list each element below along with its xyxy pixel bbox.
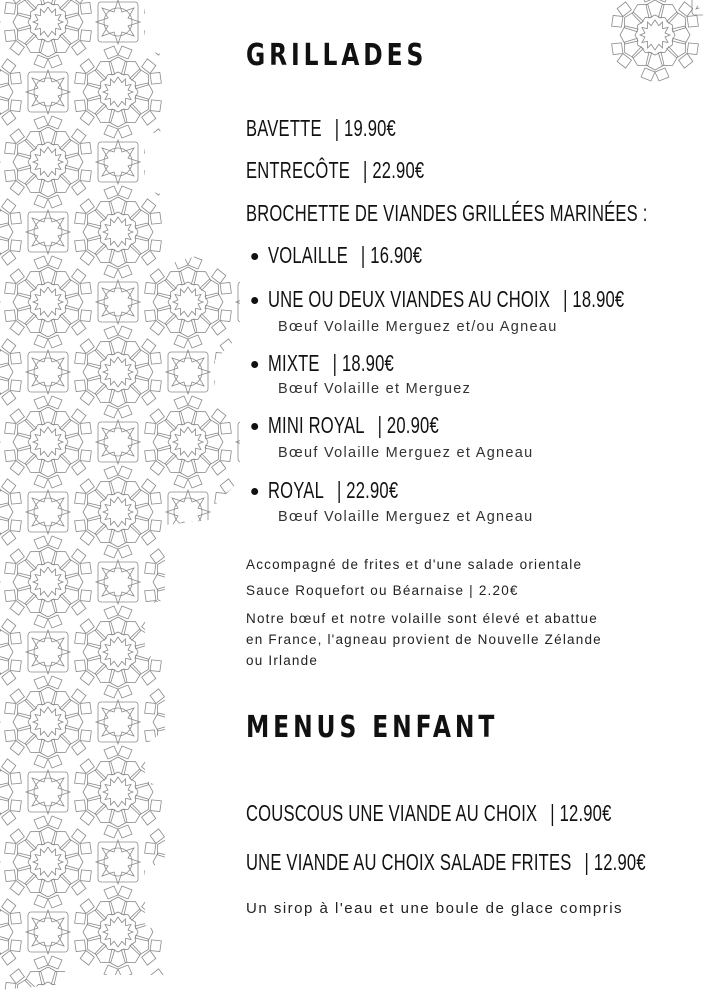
item-price: | 16.90€ [360,242,423,268]
item-name: UNE OU DEUX VIANDES AU CHOIX [268,286,551,312]
item-detail: Bœuf Volaille Merguez et/ou Agneau [278,319,558,335]
menu-item-mini-royal [268,412,439,439]
item-name: ROYAL [268,477,325,503]
note-origin-line-1: Notre bœuf et notre volaille sont élevé et abattue [246,611,598,626]
item-price: | 18.90€ [332,350,394,376]
note-kids-menu-includes: Un sirop à l'eau et une boule de glace compris [246,900,624,917]
menu-item-couscous-enfant [246,800,612,827]
item-name: MIXTE [268,350,320,376]
menu-item-royal [268,477,398,504]
item-price: | 18.90€ [563,286,625,312]
item-price: | 12.90€ [550,800,612,826]
bullet-icon [251,423,258,430]
item-name: COUSCOUS UNE VIANDE AU CHOIX [246,800,538,826]
bullet-icon [251,361,258,368]
item-name: UNE VIANDE AU CHOIX SALADE FRITES [246,849,572,875]
item-price: | 12.90€ [584,849,646,875]
item-price: | 20.90€ [377,412,439,438]
menu-item-entrecote [246,157,424,184]
bullet-icon [251,488,258,495]
menu-item-mixte [268,350,394,377]
bullet-icon [251,297,258,304]
brochette-heading: BROCHETTE DE VIANDES GRILLÉES MARINÉES : [246,200,648,226]
item-price: | 22.90€ [336,477,399,503]
item-detail: Bœuf Volaille et Merguez [278,381,472,397]
note-sauce: Sauce Roquefort ou Béarnaise | 2.20€ [246,583,519,598]
menu-item-une-ou-deux-viandes [268,286,624,313]
item-name: MINI ROYAL [268,412,365,438]
bullet-icon [251,253,258,260]
note-origin-line-2: en France, l'agneau provient de Nouvelle Zélande [246,632,602,647]
item-price: | 19.90€ [334,115,396,141]
item-detail: Bœuf Volaille Merguez et Agneau [278,509,534,525]
menu-item-volaille [268,242,422,269]
section-title-menus-enfant: MENUS ENFANT [246,710,499,745]
item-detail: Bœuf Volaille Merguez et Agneau [278,445,534,461]
note-origin-line-3: ou Irlande [246,653,319,668]
menu-item-viande-salade-frites [246,849,646,876]
item-name: ENTRECÔTE [246,157,351,183]
item-price: | 22.90€ [363,157,425,183]
item-name: BAVETTE [246,115,322,141]
item-name: VOLAILLE [268,242,348,268]
section-title-grillades: GRILLADES [246,38,428,73]
menu-item-bavette [246,115,396,142]
note-accompaniment: Accompagné de frites et d'une salade orientale [246,557,583,572]
